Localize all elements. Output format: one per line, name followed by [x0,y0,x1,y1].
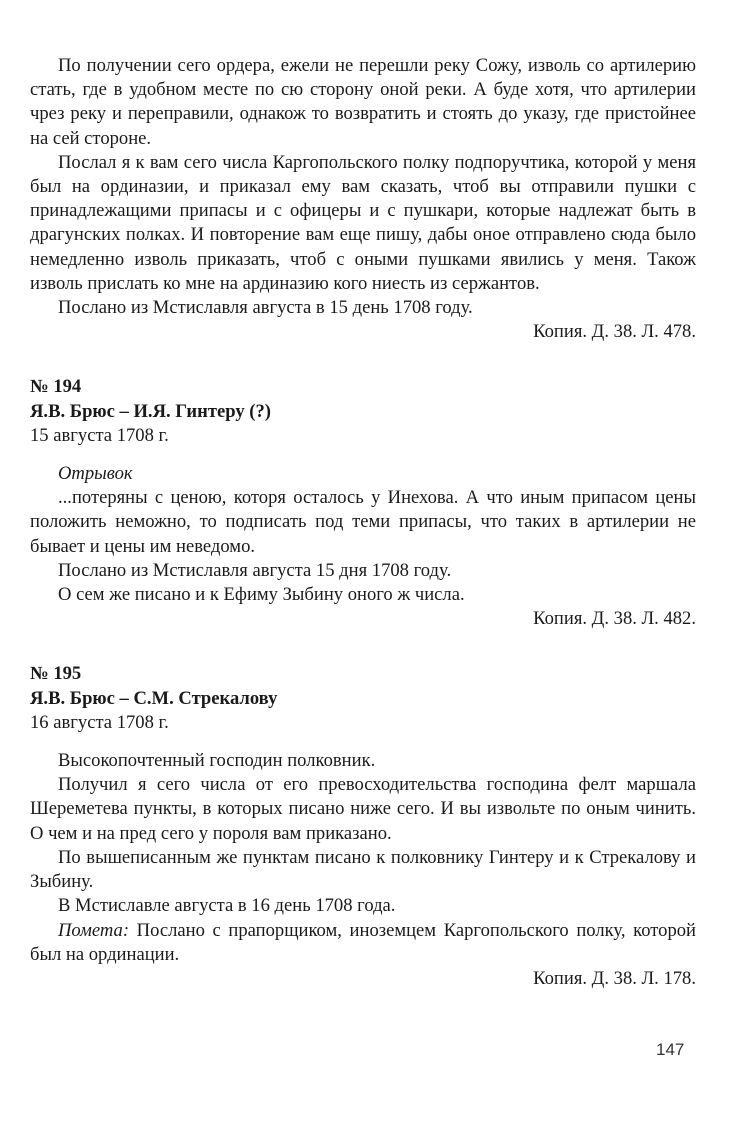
remark-label: Помета: [58,919,130,941]
paragraph: Послал я к вам сего числа Каргопольского полку подпоручтика, которой у меня был на ординазии, и приказал ему вам сказать, чтоб вы отправили пушки с принадлежащими припасы и с офицеры и с пушкари, которые надлежат быть в драгунских полках. И повторение вам еще пишу, дабы оное отправлено сюда было немедленно изволь приказать, чтоб с оными пушками явились у меня. Також изволь прислать ко мне на ардиназию кого ниесть из сержантов. [30,151,696,294]
document-continuation [30,54,696,344]
paragraph: В Мстиславле августа в 16 день 1708 года. [58,895,396,917]
paragraph: По получении сего ордера, ежели не перешли реку Сожу, изволь со артилерию стать, где в удобном месте по сю сторону оной реки. А буде хотя, что артилерии чрез реку и переправили, однакож то возвратить и стоять до указу, где пристойнее на сей стороне. [30,55,696,149]
paragraph: Получил я сего числа от его превосходительства господина фелт маршала Шереметева пункты, в которых писано ниже сего. И вы извольте по оным чинить. О чем и на пред сего у пороля вам приказано. [30,774,696,844]
paragraph: Послано из Мстиславля августа в 15 день 1708 году. [58,297,473,319]
paragraph: Послано из Мстиславля августа 15 дня 1708 году. [58,559,452,581]
paragraph: По вышеписанным же пунктам писано к полковнику Гинтеру и к Стрекалову и Зыбину. [30,846,696,893]
page-body [30,54,696,991]
document-number: № 195 [30,663,82,685]
document-date: 16 августа 1708 г. [30,711,169,733]
document-195 [30,662,696,991]
source-reference: Копия. Д. 38. Л. 178. [533,967,696,989]
source-reference: Копия. Д. 38. Л. 482. [533,608,696,630]
source-reference: Копия. Д. 38. Л. 478. [533,321,696,343]
page-number: 147 [656,1040,685,1059]
remark-paragraph [30,919,696,967]
paragraph: О сем же писано и к Ефиму Зыбину оного ж числа. [58,584,465,606]
remark-text: Послано с прапорщиком, иноземцем Каргопольского полку, которой был на ординации. [30,919,696,965]
document-note: Отрывок [58,463,133,485]
paragraph: Высокопочтенный господин полковник. [58,750,376,772]
document-date: 15 августа 1708 г. [30,424,169,446]
document-number: № 194 [30,376,82,398]
paragraph: ...потеряны с ценою, которя осталось у Инехова. А что иным припасом цены положить неможно, то подписать под теми припасы, что таких в артилерии не бывает и цены им неведомо. [30,487,696,557]
document-title: Я.В. Брюс – С.М. Стрекалову [30,687,278,709]
document-title: Я.В. Брюс – И.Я. Гинтеру (?) [30,400,271,422]
document-194 [30,375,696,631]
